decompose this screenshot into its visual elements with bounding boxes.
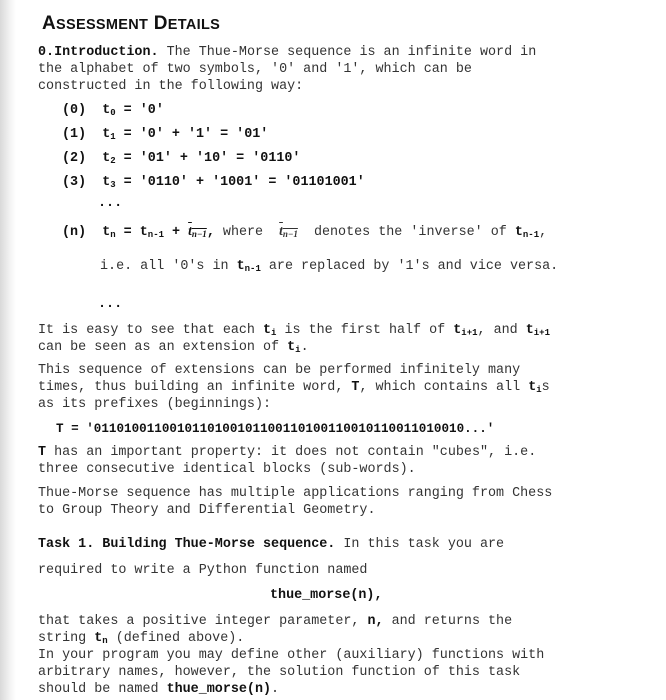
para2-line-3: as its prefixes (beginnings): [38, 397, 272, 412]
step-2: (2) $t_2$ = '01' + '10' = '0110' [62, 151, 301, 166]
task-after-line-5: should be named thue_morse(n). [38, 682, 280, 697]
para3-line-1: T has an important property: it does not contain "cubes", i.e. [38, 445, 537, 460]
inverse-t-symbol-2: $t_{n-1}$ [279, 223, 298, 239]
intro-heading: 0.Introduction. [38, 45, 159, 60]
function-name: thue_morse(n), [270, 588, 383, 603]
step-0: (0) $t_0$ = '0' [62, 103, 164, 118]
intro-line-3: constructed in the following way: [38, 79, 304, 94]
page-title: ASSESSMENT DETAILS [42, 13, 221, 34]
task-after-line-3: In your program you may define other (auxiliary) functions with [38, 648, 545, 663]
para2-line-2: times, thus building an infinite word, T, which contains all $t_is$ [38, 380, 550, 395]
ellipsis-1: ... [98, 196, 123, 211]
task-after-line-2: string $t_n$ (defined above). [38, 631, 245, 646]
step-n: (n) $t_n = t_{n-1} + t_{n-1}$, where $t_{n-1}$ denotes the 'inverse' of $t_{n-1}$, [62, 223, 548, 240]
step-1: (1) $t_1$ = '0' + '1' = '01' [62, 127, 269, 142]
thue-morse-word: T = '0110100110010110100101100110100110010110011010010...' [56, 422, 495, 436]
step-3: (3) $t_3$ = '0110' + '1001' = '01101001' [62, 175, 365, 190]
task-heading: Task 1. Building Thue-Morse sequence. [38, 537, 336, 552]
para4-line-1: Thue-Morse sequence has multiple applications ranging from Chess [38, 486, 553, 501]
intro-line-2: the alphabet of two symbols, '0' and '1', which can be [38, 62, 472, 77]
ie-line: i.e. all '0's in $t_{n-1}$ are replaced by '1's and vice versa. [100, 259, 559, 274]
para1-line-2: can be seen as an extension of $t_i$. [38, 340, 309, 355]
document-page [16, 0, 666, 700]
para3-line-2: three consecutive identical blocks (sub-words). [38, 462, 416, 477]
para1-line-1: It is easy to see that each $t_i$ is the first half of $t_{i+1}$, and $t_{i+1}$ [38, 323, 550, 338]
ellipsis-2: ... [98, 297, 123, 312]
inverse-t-symbol: $t_{n-1}$ [188, 223, 207, 239]
task-line-2: required to write a Python function named [38, 563, 368, 578]
page-shadow-edge [0, 0, 16, 700]
intro-line-1: 0.Introduction. The Thue-Morse sequence is an infinite word in [38, 45, 537, 60]
task-after-line-4: arbitrary names, however, the solution function of this task [38, 665, 521, 680]
task-after-line-1: that takes a positive integer parameter, n, and returns the [38, 614, 513, 629]
para4-line-2: to Group Theory and Differential Geometry. [38, 503, 376, 518]
task-line-1: Task 1. Building Thue-Morse sequence. In this task you are [38, 537, 505, 552]
para2-line-1: This sequence of extensions can be performed infinitely many [38, 363, 521, 378]
